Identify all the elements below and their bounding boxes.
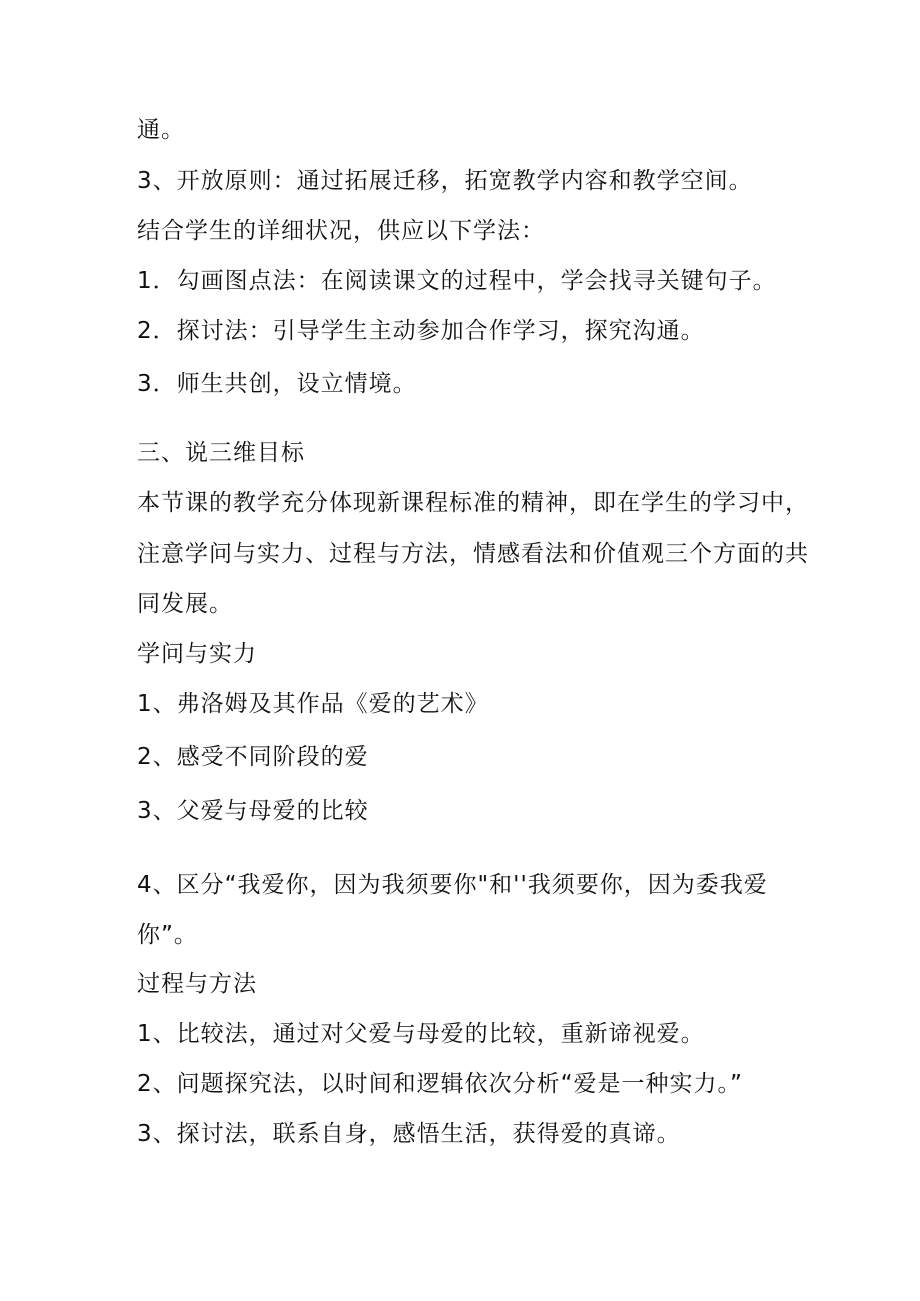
subheading: 过程与方法 [137, 971, 257, 997]
list-item: 3、父爱与母爱的比较 [137, 798, 369, 824]
subheading: 学问与实力 [137, 641, 257, 667]
section-heading: 三、说三维目标 [137, 440, 305, 466]
list-item-continuation: 你”。 [137, 922, 198, 948]
list-item: 1、比较法，通过对父爱与母爱的比较，重新谛视爱。 [137, 1021, 705, 1047]
list-item: 4、区分“我爱你，因为我须要你"和''我须要你，因为委我爱 [137, 872, 768, 898]
list-item: 1．勾画图点法：在阅读课文的过程中，学会找寻关键句子。 [137, 268, 777, 294]
paragraph-line: 同发展。 [137, 591, 233, 617]
list-item: 2．探讨法：引导学生主动参加合作学习，探究沟通。 [137, 318, 705, 344]
text-line: 3、开放原则：通过拓展迁移，拓宽教学内容和教学空间。 [137, 168, 753, 194]
text-line: 通。 [137, 117, 185, 143]
list-item: 2、问题探究法，以时间和逻辑依次分析“爱是一种实力。” [137, 1071, 743, 1097]
list-item: 1、弗洛姆及其作品《爱的艺术》 [137, 691, 489, 717]
text-line: 结合学生的详细状况，供应以下学法： [137, 218, 545, 244]
list-item: 3、探讨法，联系自身，感悟生活，获得爱的真谛。 [137, 1121, 681, 1147]
list-item: 2、感受不同阶段的爱 [137, 744, 369, 770]
list-item: 3．师生共创，设立情境。 [137, 371, 417, 397]
paragraph-line: 注意学问与实力、过程与方法，情感看法和价值观三个方面的共 [137, 541, 809, 567]
paragraph-line: 本节课的教学充分体现新课程标准的精神，即在学生的学习中， [137, 490, 809, 516]
